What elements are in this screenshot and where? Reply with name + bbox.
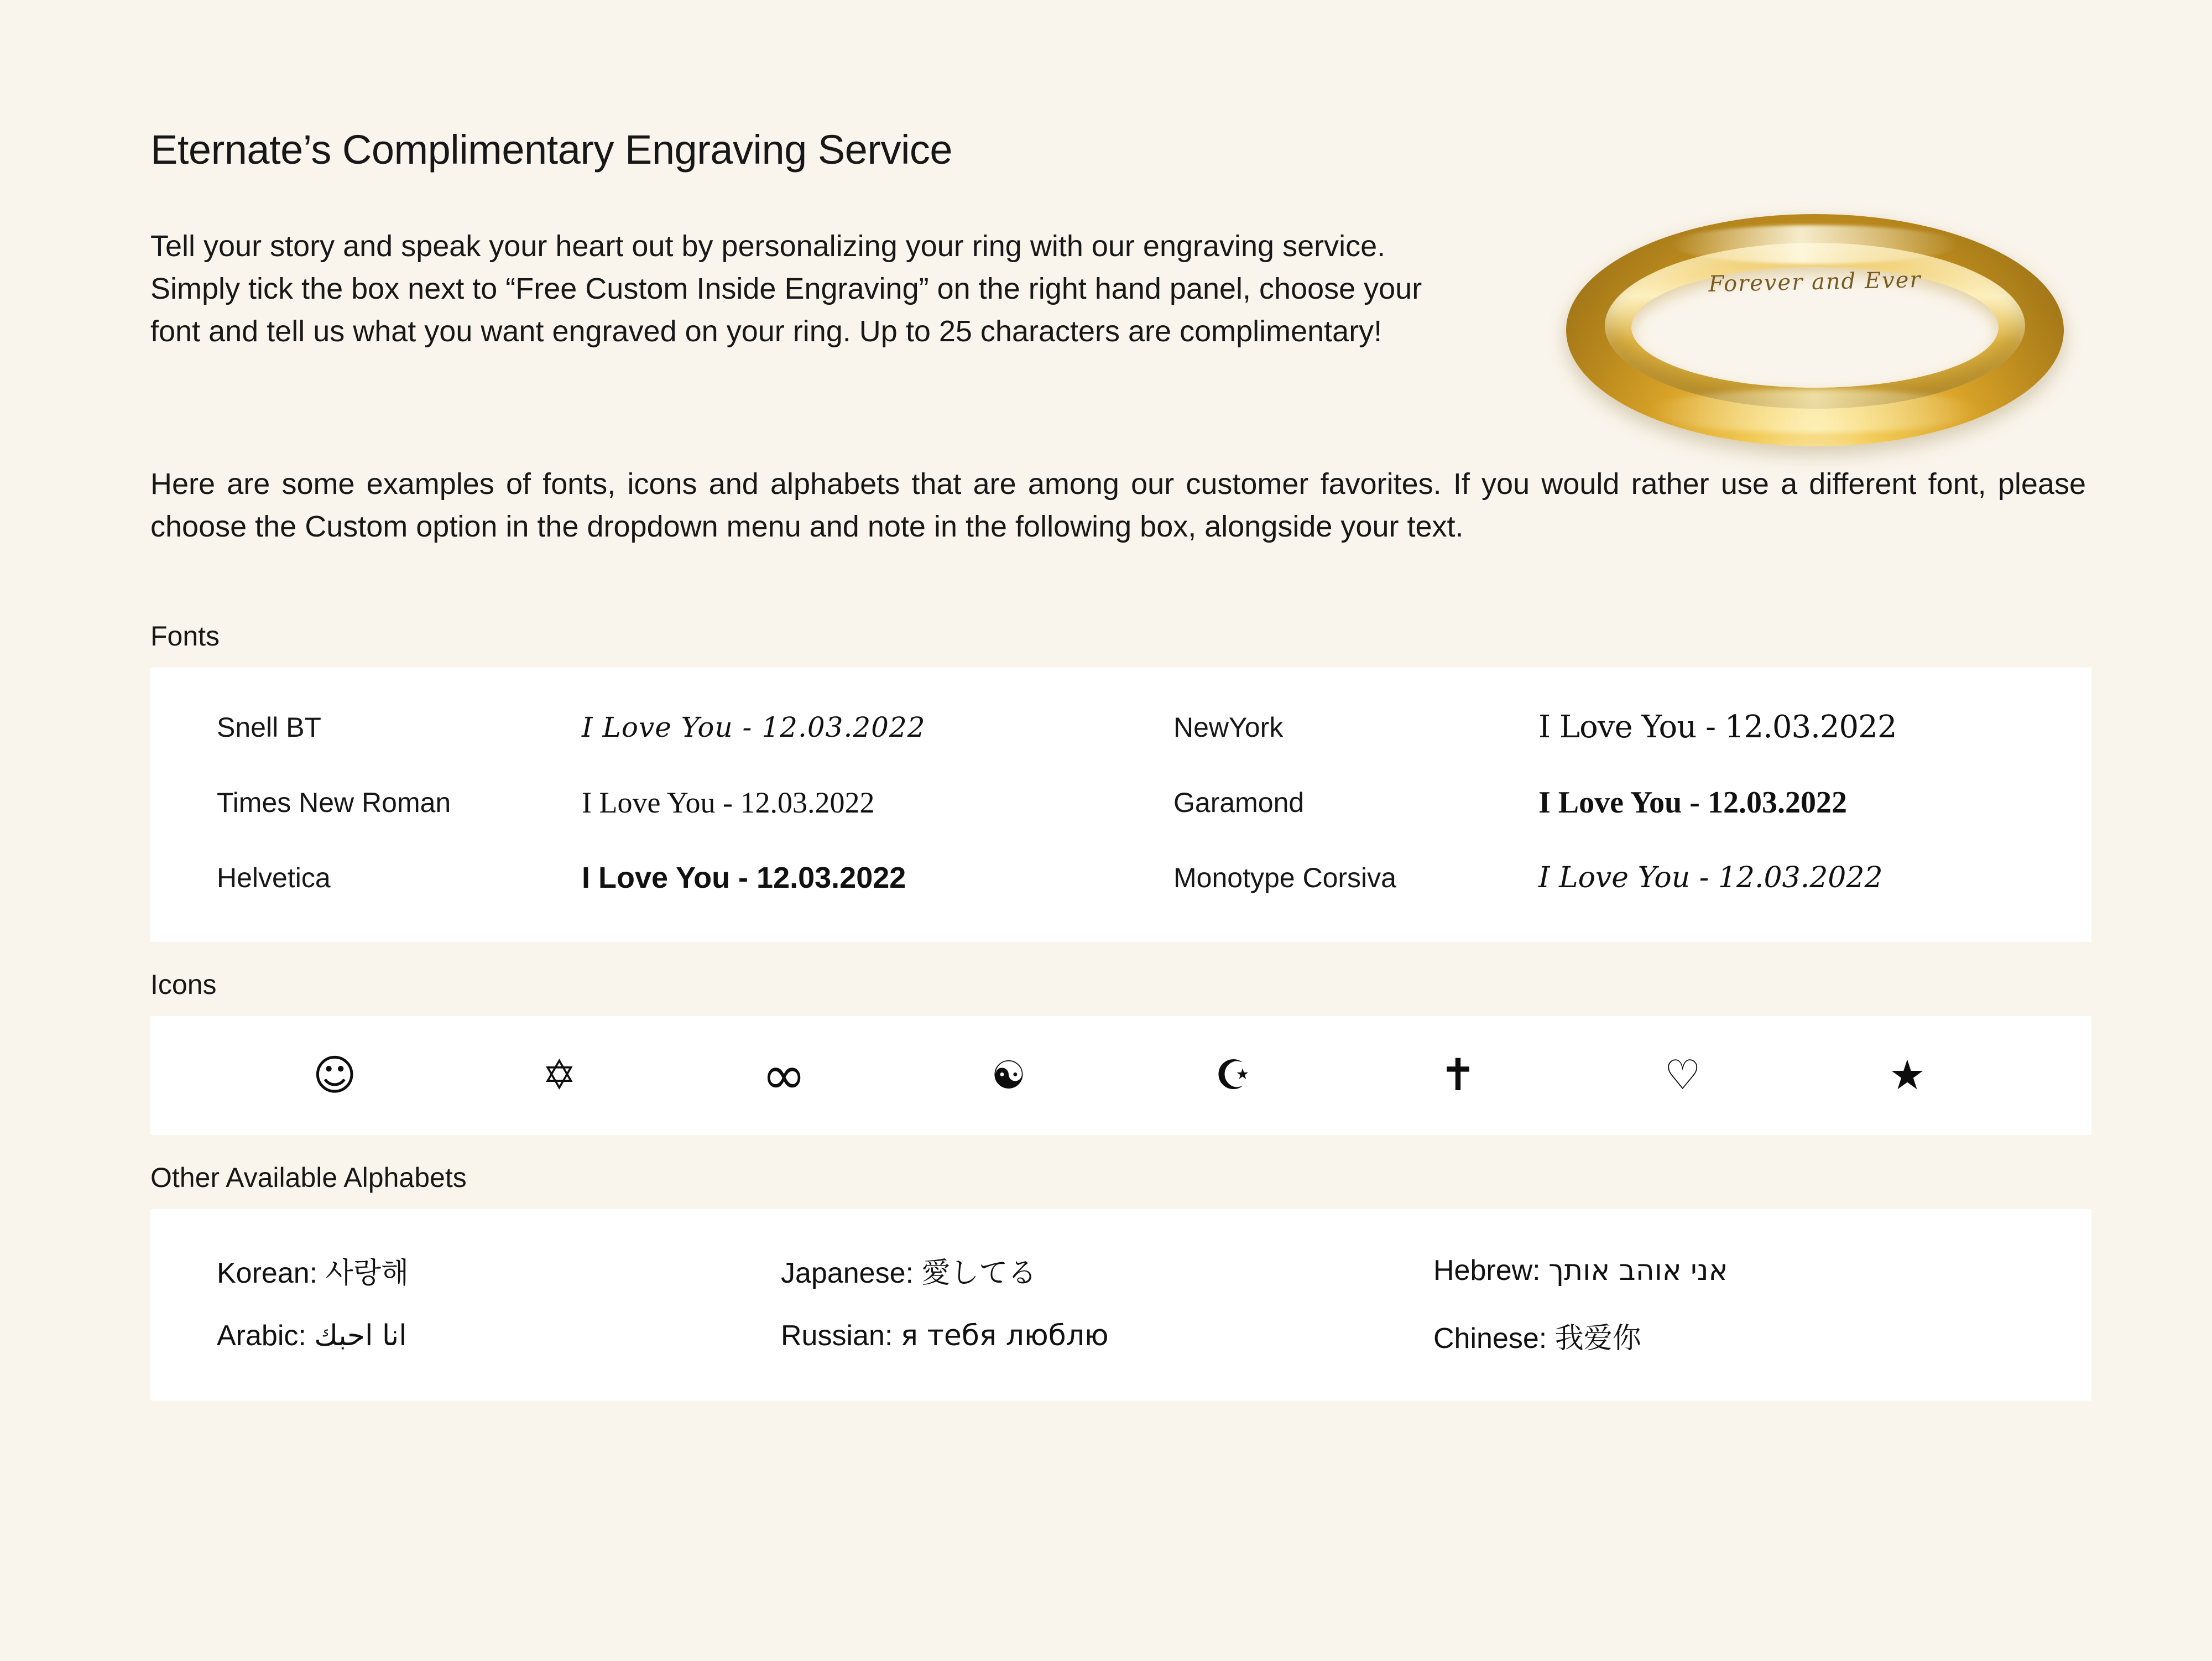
font-sample: I Love You - 12.03.2022 (582, 785, 875, 819)
alphabet-label: Chinese: (1433, 1322, 1547, 1355)
font-sample: I Love You - 12.03.2022 (1538, 785, 1847, 820)
font-sample: I Love You - 12.03.2022 (1538, 709, 1897, 746)
icons-panel (150, 1016, 2091, 1135)
section-label-fonts: Fonts (150, 620, 220, 652)
section-label-icons: Icons (150, 969, 217, 1000)
alphabet-item-chinese (1433, 1315, 2091, 1356)
alphabet-row (150, 1238, 2091, 1303)
font-name: NewYork (1173, 711, 1284, 743)
alphabet-label: Hebrew: (1433, 1254, 1541, 1287)
heart-icon: ♡ (1664, 1051, 1701, 1100)
alphabet-value: 我爱你 (1554, 1322, 1641, 1356)
font-row (150, 690, 2091, 765)
star-icon: ★ (1888, 1051, 1926, 1100)
fonts-panel (150, 668, 2091, 942)
alphabet-row (150, 1303, 2091, 1368)
alphabet-label: Korean: (217, 1257, 318, 1290)
content-container (150, 127, 2091, 1400)
font-name: Garamond (1173, 787, 1305, 818)
smiley-icon: ☺ (312, 1050, 357, 1100)
alphabet-value: אני אוהב אותך (1548, 1253, 1728, 1287)
alphabet-label: Japanese: (781, 1257, 914, 1290)
font-name: Times New Roman (217, 787, 451, 818)
alphabet-item-japanese (781, 1249, 1433, 1291)
engraved-ring-image (1555, 197, 2075, 457)
font-cell-left (150, 711, 1173, 743)
intro-paragraph-2: Here are some examples of fonts, icons and alphabets that are among our customer favorites. If you would rather use a different font, please choose the Custom option in the dropdown menu and note in the following box, alongside your text. (150, 467, 2086, 544)
font-cell-left (150, 861, 1173, 895)
intro-section (150, 225, 2091, 463)
font-cell-right (1173, 861, 2091, 894)
font-row (150, 840, 2091, 915)
ring-engraving-text: Forever and Ever (1708, 267, 1922, 298)
font-sample: I Love You - 12.03.2022 (582, 861, 906, 894)
font-cell-right (1173, 785, 2091, 820)
ring-bottom-highlight (1649, 389, 1981, 433)
alphabet-value: я тебя люблю (900, 1319, 1109, 1352)
font-name: Monotype Corsiva (1173, 862, 1396, 893)
page-title: Eternate’s Complimentary Engraving Service (150, 127, 953, 173)
alphabet-label: Russian: (781, 1319, 893, 1352)
ring-top-highlight (1671, 225, 1959, 264)
alphabet-value: 사랑해 (325, 1257, 409, 1290)
infinity-icon: ∞ (761, 1044, 806, 1107)
font-row (150, 765, 2091, 840)
font-cell-right (1173, 709, 2091, 745)
intro-paragraph-1: Tell your story and speak your heart out by personalizing your ring with our engraving service. Simply tick the box next to “Free Custom Inside Engraving” on the right hand panel, choose your font and tell us what you want engraved on your ring. Up to 25 characters are complimentary! (150, 230, 1422, 348)
font-name: Helvetica (217, 862, 331, 893)
alphabet-item-hebrew (1433, 1254, 2091, 1287)
alphabet-item-korean (150, 1249, 781, 1291)
section-label-alphabets: Other Available Alphabets (150, 1162, 467, 1193)
cross-icon: ✝ (1439, 1049, 1477, 1101)
alphabet-value: 愛してる (921, 1257, 1037, 1290)
star-of-david-icon: ✡ (542, 1051, 577, 1100)
font-sample: I Love You - 12.03.2022 (1538, 861, 1883, 894)
alphabet-item-arabic (150, 1319, 781, 1352)
alphabets-panel (150, 1209, 2091, 1400)
alphabet-item-russian (781, 1319, 1433, 1352)
font-sample: I Love You - 12.03.2022 (582, 711, 926, 743)
font-name: Snell BT (217, 711, 321, 743)
font-cell-left (150, 785, 1173, 820)
alphabet-value: انا احبك (314, 1319, 407, 1352)
alphabet-label: Arabic: (217, 1319, 306, 1352)
star-and-crescent-icon: ☪ (1214, 1051, 1252, 1100)
gold-ring-graphic (1566, 214, 2064, 446)
yin-yang-icon: ☯ (991, 1053, 1026, 1098)
